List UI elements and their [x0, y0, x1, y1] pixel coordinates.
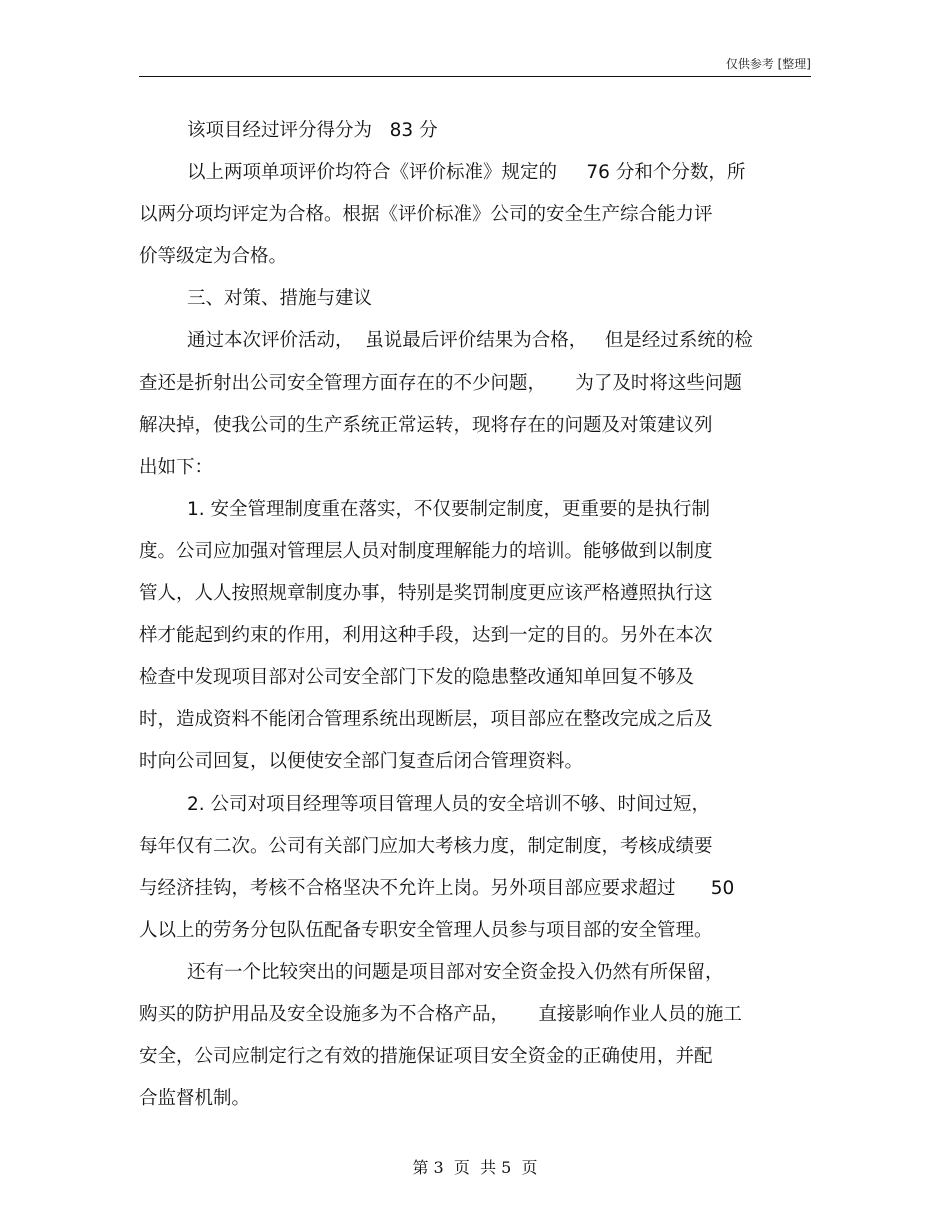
- text-line: 出如下：: [139, 456, 214, 478]
- header-rule: [139, 76, 811, 77]
- text-line: 以两分项均评定为合格。根据《评价标准》公司的安全生产综合能力评: [139, 204, 713, 226]
- text-line: 管人，人人按照规章制度办事，特别是奖罚制度更应该严格遵照执行这: [139, 583, 713, 605]
- text-line: 解决掉，使我公司的生产系统正常运转，现将存在的问题及对策建议列: [139, 414, 713, 436]
- text-line: 1. 安全管理制度重在落实，不仅要制定制度，更重要的是执行制: [187, 498, 711, 520]
- text-line: 检查中发现项目部对公司安全部门下发的隐患整改通知单回复不够及: [139, 667, 695, 689]
- text-line: 查还是折射出公司安全管理方面存在的不少问题， 为了及时将这些问题: [139, 372, 742, 394]
- text-line: 价等级定为合格。: [139, 246, 288, 268]
- text-line: 合监督机制。: [139, 1088, 251, 1110]
- document-body: [139, 110, 811, 1120]
- text-line: 购买的防护用品及安全设施多为不合格产品， 直接影响作业人员的施工: [139, 1003, 742, 1025]
- page-footer: 第 3 页 共 5 页: [412, 1158, 538, 1177]
- text-line: 2. 公司对项目经理等项目管理人员的安全培训不够、时间过短，: [187, 793, 711, 815]
- text-line: 与经济挂钩，考核不合格坚决不允许上岗。另外项目部应要求超过 50: [139, 877, 735, 899]
- text-line: 安全，公司应制定行之有效的措施保证项目安全资金的正确使用，并配: [139, 1046, 713, 1068]
- text-line: 通过本次评价活动， 虽说最后评价结果为合格， 但是经过系统的检: [187, 330, 753, 352]
- text-line: 样才能起到约束的作用，利用这种手段，达到一定的目的。另外在本次: [139, 625, 713, 647]
- text-line: 三、对策、措施与建议: [187, 288, 373, 310]
- page-header: 仅供参考 [整理]: [725, 57, 811, 71]
- text-line: 还有一个比较突出的问题是项目部对安全资金投入仍然有所保留，: [187, 961, 724, 983]
- text-line: 人以上的劳务分包队伍配备专职安全管理人员参与项目部的安全管理。: [139, 919, 713, 941]
- text-line: 度。公司应加强对管理层人员对制度理解能力的培训。能够做到以制度: [139, 540, 713, 562]
- text-line: 时，造成资料不能闭合管理系统出现断层，项目部应在整改完成之后及: [139, 709, 713, 731]
- text-line: 该项目经过评分得分为 83 分: [187, 120, 438, 141]
- text-line: 以上两项单项评价均符合《评价标准》规定的 76 分和个分数，所: [187, 162, 746, 184]
- text-line: 时向公司回复，以便使安全部门复查后闭合管理资料。: [139, 751, 584, 773]
- text-line: 每年仅有二次。公司有关部门应加大考核力度，制定制度，考核成绩要: [139, 835, 713, 857]
